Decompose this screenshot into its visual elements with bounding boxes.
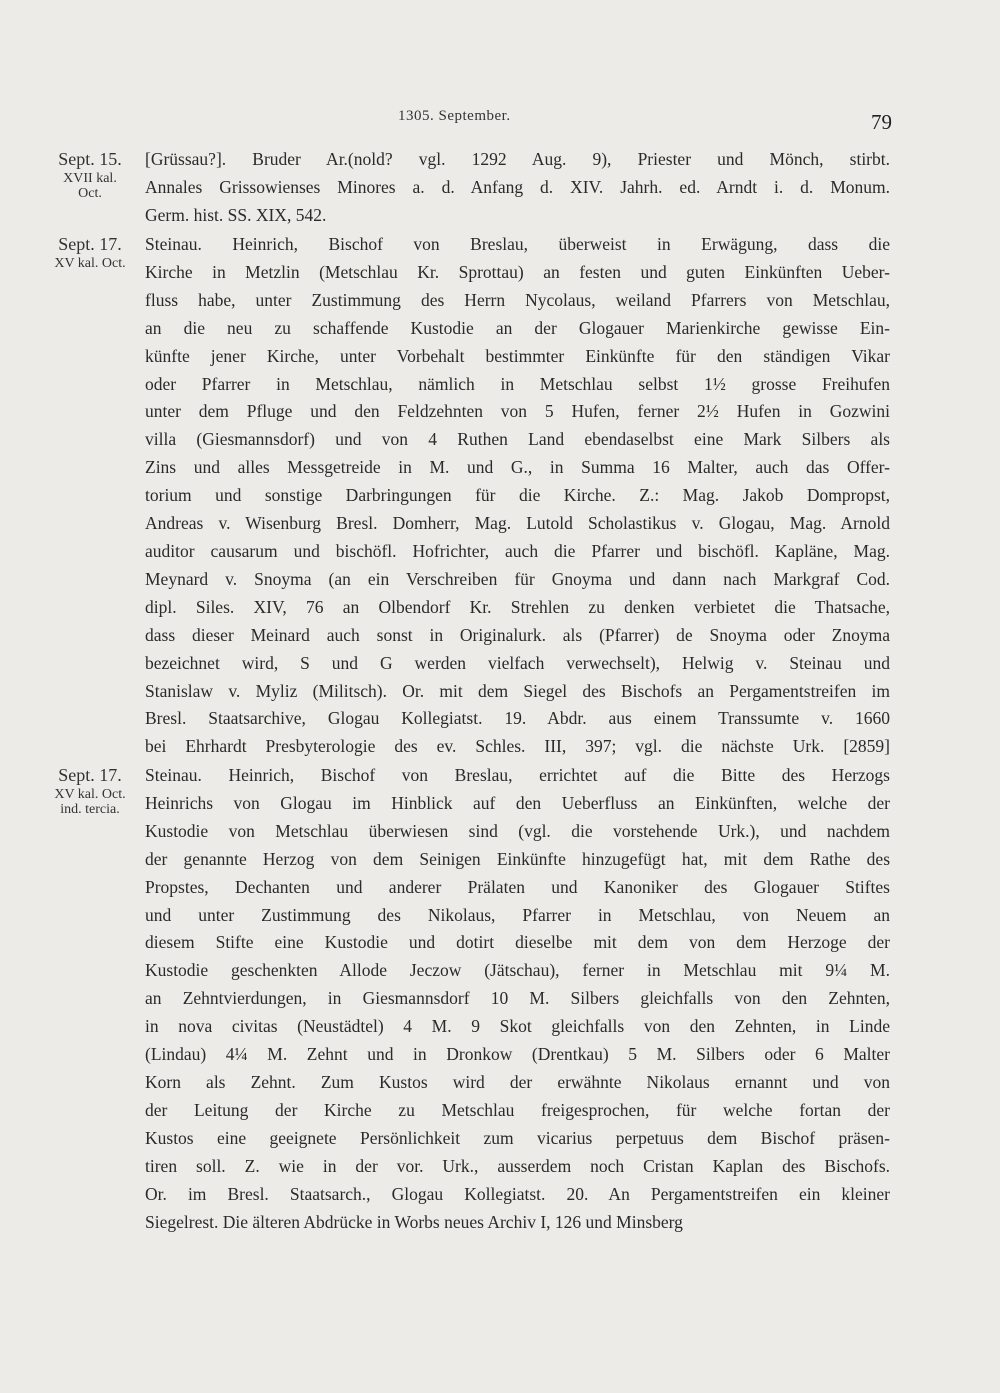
text-line: Bresl. Staatsarchive, Glogau Kollegiatst. 19. Abdr. aus einem Transsumte v. 1660: [145, 708, 890, 729]
date-main: Sept. 17.: [58, 765, 122, 785]
text-line: in nova civitas (Neustädtel) 4 M. 9 Skot gleichfalls von den Zehnten, in Linde: [145, 1016, 890, 1037]
text-line: Or. im Bresl. Staatsarch., Glogau Kollegiatst. 20. An Pergamentstreifen ein kleiner: [145, 1183, 890, 1204]
entry-text: [145, 146, 890, 230]
text-line: der Leitung der Kirche zu Metschlau freigesprochen, für welche fortan der: [145, 1099, 890, 1120]
date-main: Sept. 17.: [58, 234, 122, 254]
text-line: Heinrichs von Glogau im Hinblick auf den Ueberfluss an Einkünften, welche der: [145, 792, 890, 813]
text-line: bei Ehrhardt Presbyterologie des ev. Schles. III, 397; vgl. die nächste Urk. [2859]: [145, 736, 890, 757]
text-line: an Zehntvierdungen, in Giesmannsdorf 10 M. Silbers gleichfalls von den Zehnten,: [145, 988, 890, 1009]
text-line: Annales Grissowienses Minores a. d. Anfang d. XIV. Jahrh. ed. Arndt i. d. Monum.: [145, 176, 890, 197]
text-line: Zins und alles Messgetreide in M. und G., in Summa 16 Malter, auch das Offer-: [145, 457, 890, 478]
text-line: [Grüssau?]. Bruder Ar.(nold? vgl. 1292 Aug. 9), Priester und Mönch, stirbt.: [145, 149, 890, 169]
text-line: diesem Stifte eine Kustodie und dotirt dieselbe mit dem von dem Herzoge der: [145, 932, 890, 953]
text-line: tiren soll. Z. wie in der vor. Urk., ausserdem noch Cristan Kaplan des Bischofs.: [145, 1155, 890, 1176]
text-line: Andreas v. Wisenburg Bresl. Domherr, Mag. Lutold Scholastikus v. Glogau, Mag. Arnold: [145, 513, 890, 534]
page-number: 79: [871, 110, 892, 134]
date-main: Sept. 15.: [58, 149, 122, 169]
entry-date: [40, 231, 140, 271]
text-line: torium und sonstige Darbringungen für die Kirche. Z.: Mag. Jakob Dompropst,: [145, 485, 890, 506]
text-line: Kustos eine geeignete Persönlichkeit zum vicarius perpetuus dem Bischof präsen-: [145, 1127, 890, 1148]
date-kalends: XVII kal.: [63, 171, 117, 186]
running-head: 1305. September.: [398, 108, 511, 124]
entry-date: [40, 146, 140, 201]
date-kalends: XV kal. Oct.: [54, 256, 126, 271]
text-line: bezeichnet wird, S und G werden vielfach verwechselt), Helwig v. Steinau und: [145, 652, 890, 673]
text-line: Steinau. Heinrich, Bischof von Breslau, errichtet auf die Bitte des Herzogs: [145, 765, 890, 785]
text-line: Meynard v. Snoyma (an ein Verschreiben für Gnoyma und dann nach Markgraf Cod.: [145, 568, 890, 589]
text-line: oder Pfarrer in Metschlau, nämlich in Metschlau selbst 1½ grosse Freihufen: [145, 373, 890, 394]
text-line: unter dem Pfluge und den Feldzehnten von 5 Hufen, ferner 2½ Hufen in Gozwini: [145, 401, 890, 422]
text-line: Steinau. Heinrich, Bischof von Breslau, überweist in Erwägung, dass die: [145, 234, 890, 254]
entry-date: [40, 762, 140, 817]
text-line: Kustodie von Metschlau überwiesen sind (vgl. die vorstehende Urk.), und nachdem: [145, 820, 890, 841]
text-line: künfte jener Kirche, unter Vorbehalt bestimmter Einkünfte für den ständigen Vikar: [145, 345, 890, 366]
page-header: [0, 108, 1000, 138]
text-line: Propstes, Dechanten und anderer Prälaten und Kanoniker des Glogauer Stiftes: [145, 876, 890, 897]
text-line: Kustodie geschenkten Allode Jeczow (Jätschau), ferner in Metschlau mit 9¼ M.: [145, 960, 890, 981]
text-line: Kirche in Metzlin (Metschlau Kr. Sprottau) an festen und guten Einkünften Ueber-: [145, 261, 890, 282]
text-line: auditor causarum und bischöfl. Hofrichter, auch die Pfarrer und bischöfl. Kapläne, Mag.: [145, 540, 890, 561]
text-line: Germ. hist. SS. XIX, 542.: [145, 204, 327, 225]
date-indiction: ind. tercia.: [60, 802, 120, 817]
text-line: dipl. Siles. XIV, 76 an Olbendorf Kr. Strehlen zu denken verbietet die Thatsache,: [145, 596, 890, 617]
entry-text: [145, 762, 890, 1236]
text-line: und unter Zustimmung des Nikolaus, Pfarrer in Metschlau, von Neuem an: [145, 904, 890, 925]
text-line: Korn als Zehnt. Zum Kustos wird der erwähnte Nikolaus ernannt und von: [145, 1071, 890, 1092]
text-line: an die neu zu schaffende Kustodie an der Glogauer Marienkirche gewisse Ein-: [145, 317, 890, 338]
text-line: dass dieser Meinard auch sonst in Originalurk. als (Pfarrer) de Snoyma oder Znoyma: [145, 624, 890, 645]
date-month: Oct.: [78, 186, 102, 201]
date-kalends: XV kal. Oct.: [54, 787, 126, 802]
text-line: villa (Giesmannsdorf) und von 4 Ruthen Land ebendaselbst eine Mark Silbers als: [145, 429, 890, 450]
text-line: (Lindau) 4¼ M. Zehnt und in Dronkow (Drentkau) 5 M. Silbers oder 6 Malter: [145, 1044, 890, 1065]
entry-text: [145, 231, 890, 761]
text-line: Siegelrest. Die älteren Abdrücke in Worbs neues Archiv I, 126 und Minsberg: [145, 1211, 683, 1232]
text-line: der genannte Herzog von dem Seinigen Einkünfte hinzugefügt hat, mit dem Rathe des: [145, 848, 890, 869]
text-line: fluss habe, unter Zustimmung des Herrn Nycolaus, weiland Pfarrers von Metschlau,: [145, 289, 890, 310]
text-line: Stanislaw v. Myliz (Militsch). Or. mit dem Siegel des Bischofs an Pergamentstreifen im: [145, 680, 890, 701]
